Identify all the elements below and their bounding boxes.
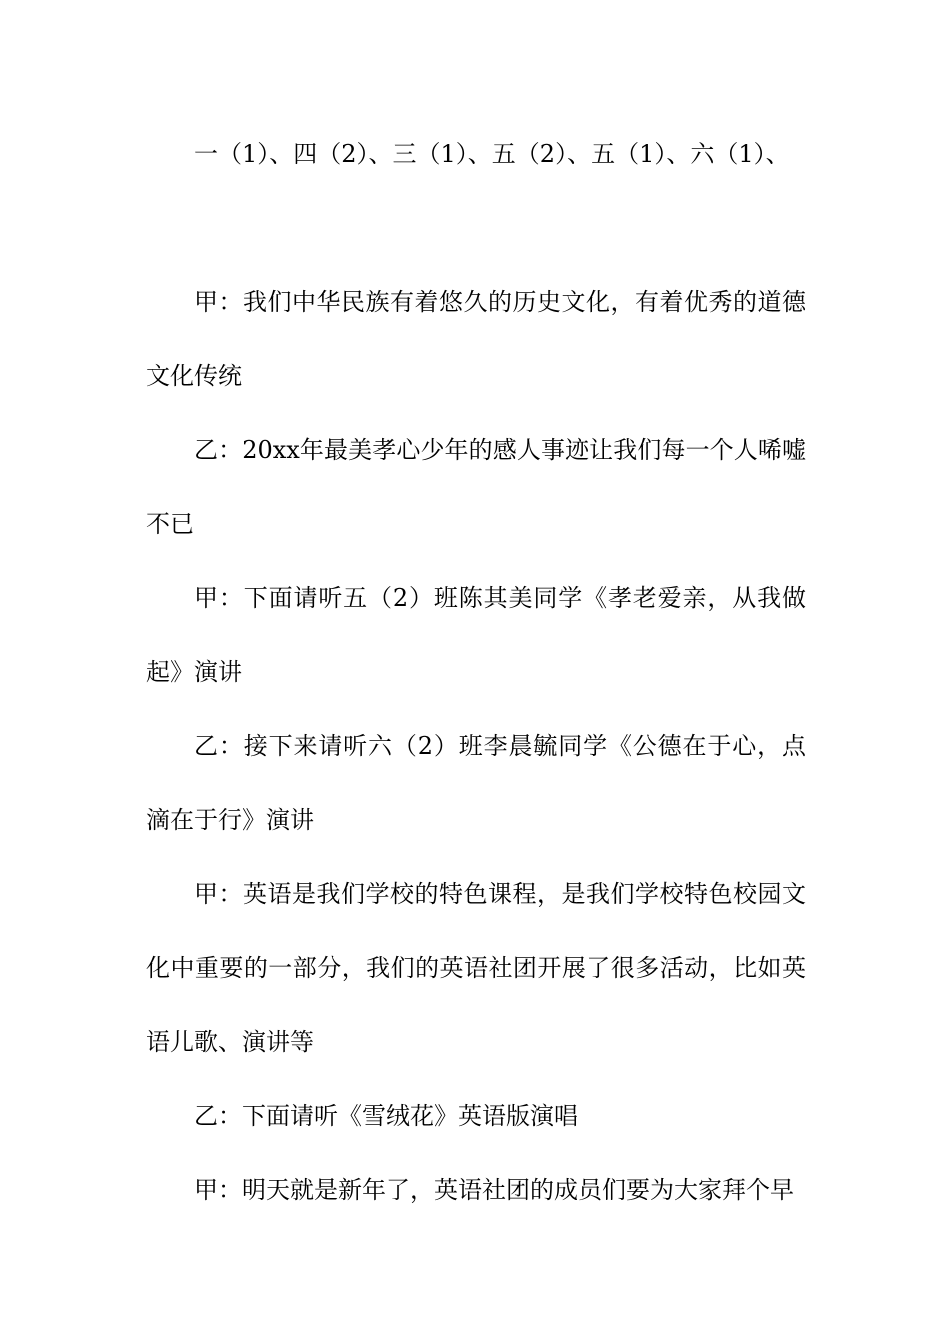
paragraph-jia-new-year: 甲：明天就是新年了，英语社团的成员们要为大家拜个早 xyxy=(194,1176,794,1204)
paragraph-yi-filial-youth: 乙：20xx年最美孝心少年的感人事迹让我们每一个人唏嘘不已 xyxy=(146,436,806,538)
paragraph-yi-speech-2: 乙：接下来请听六（2）班李晨毓同学《公德在于心，点滴在于行》演讲 xyxy=(146,732,806,834)
paragraph-jia-english-club: 甲：英语是我们学校的特色课程，是我们学校特色校园文化中重要的一部分，我们的英语社团开展了很多活动，比如英语儿歌、演讲等 xyxy=(146,880,806,1056)
paragraph-jia-culture: 甲：我们中华民族有着悠久的历史文化，有着优秀的道德文化传统 xyxy=(146,288,806,390)
paragraph-jia-speech-1: 甲：下面请听五（2）班陈其美同学《孝老爱亲，从我做起》演讲 xyxy=(146,584,806,686)
paragraph-yi-edelweiss: 乙：下面请听《雪绒花》英语版演唱 xyxy=(194,1102,578,1130)
paragraph-class-list: 一（1）、四（2）、三（1）、五（2）、五（1）、六（1）、 xyxy=(194,140,790,168)
